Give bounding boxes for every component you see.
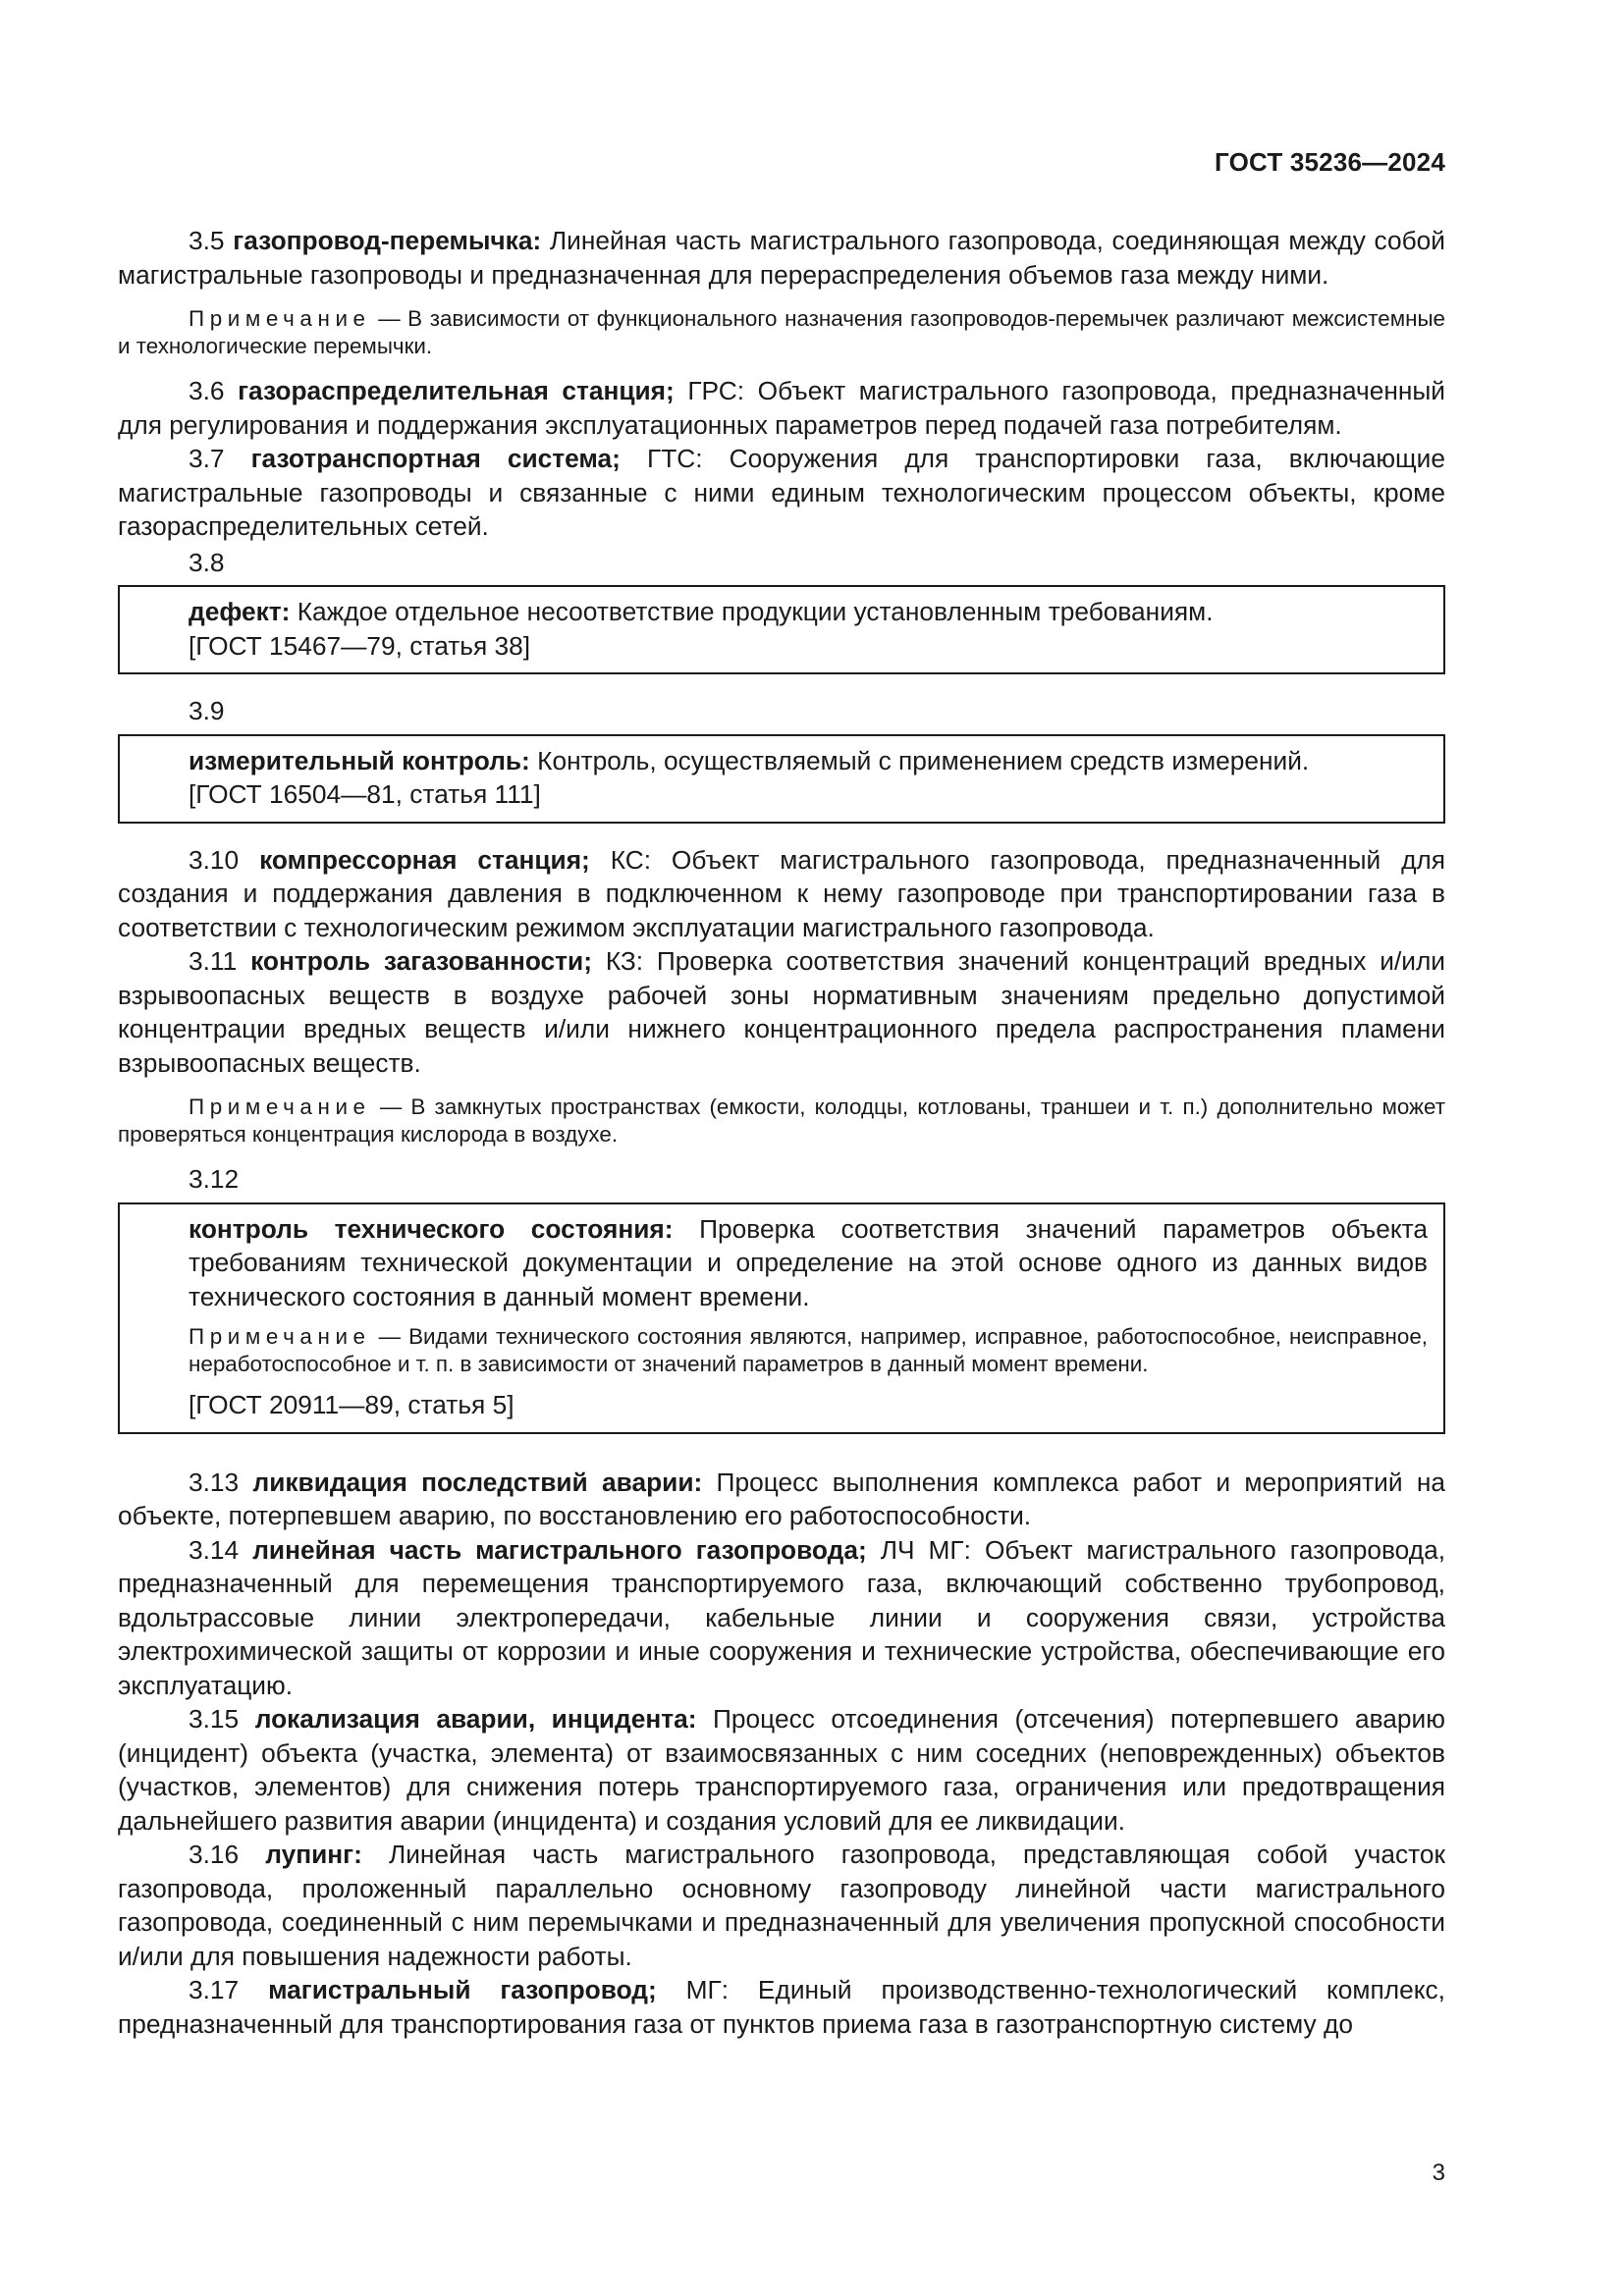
note-label: Примечание xyxy=(189,306,371,331)
definition-text: МГ: Единый производственно-технологический комплекс, предназначенный для транспортирования газа от пунктов приема газа в газотранспортную систему до xyxy=(118,1975,1445,2039)
definition-3-8 xyxy=(189,595,1428,629)
document-body xyxy=(118,224,1445,2041)
clause-number: 3.11 xyxy=(189,946,238,976)
source-reference: [ГОСТ 15467—79, статья 38] xyxy=(189,630,531,661)
note-text: — В зависимости от функционального назначения газопроводов-перемычек различают межсистемные и технологические перемычки. xyxy=(118,306,1445,358)
definition-3-13 xyxy=(118,1466,1445,1533)
definition-3-14 xyxy=(118,1533,1445,1703)
definition-text: Линейная часть магистрального газопровода, соединяющая между собой магистральные газопроводы и предназначенная для перераспределения объемов газа между ними. xyxy=(118,226,1445,290)
definition-text: Линейная часть магистрального газопровода, представляющая собой участок газопровода, проложенный параллельно основному газопроводу линейной части магистрального газопровода, соединенный с ним перемычками и предназначенный для увеличения пропускной способности и/или для повышения надежности работы. xyxy=(118,1840,1445,1971)
term: газотранспортная система; xyxy=(250,444,621,473)
definition-text: ЛЧ МГ: Объект магистрального газопровода, предназначенный для перемещения транспортируемого газа, включающий собственно трубопровод, вдольтрассовые линии электропередачи, кабельные линии и сооружения связи, устройства электрохимической защиты от коррозии и иные сооружения и технические устройства, обеспечивающие его эксплуатацию. xyxy=(118,1534,1446,1700)
definition-text: ГРС: Объект магистрального газопровода, предназначенный для регулирования и поддержания эксплуатационных параметров перед подачей газа потребителям. xyxy=(118,376,1445,440)
definition-3-17 xyxy=(118,1973,1445,2041)
term: ликвидация последствий аварии: xyxy=(252,1467,703,1497)
definition-text: Проверка соответствия значений параметров объекта требованиям технической документации и определение на этой основе одного из данных видов технического состояния в данный момент времени. xyxy=(189,1213,1428,1311)
note-text: — Видами технического состояния являются, например, исправное, работоспособное, неисправное, неработоспособное и т. п. в зависимости от значений параметров в данный момент времени. xyxy=(189,1324,1428,1376)
clause-number: 3.17 xyxy=(189,1975,240,2004)
page-number: 3 xyxy=(1432,2160,1445,2186)
term: измерительный контроль: xyxy=(189,745,530,775)
definition-3-6 xyxy=(118,374,1445,442)
definition-text: Процесс отсоединения (отсечения) потерпевшего аварию (инцидент) объекта (участка, элемента) от взаимосвязанных с ним соседних (неповрежденных) объектов (участков, элементов) для снижения потерь транспортируемого газа, ограничения или предотвращения дальнейшего развития аварии (инцидента) и создания условий для ее ликвидации. xyxy=(118,1704,1445,1836)
term: локализация аварии, инцидента: xyxy=(254,1704,697,1734)
definition-text: Каждое отдельное несоответствие продукции установленным требованиям. xyxy=(290,597,1214,626)
definition-text: КС: Объект магистрального газопровода, предназначенный для создания и поддержания давления в подключенном к нему газопроводе при транспортировании газа в соответствии с технологическим режимом эксплуатации магистрального газопровода. xyxy=(118,844,1445,942)
source-reference: [ГОСТ 16504—81, статья 111] xyxy=(189,779,541,809)
clause-number: 3.13 xyxy=(189,1467,240,1497)
clause-number: 3.14 xyxy=(189,1534,240,1565)
source-reference: [ГОСТ 20911—89, статья 5] xyxy=(189,1390,514,1419)
boxed-definition-3-12 xyxy=(118,1202,1445,1434)
definition-text: ГТС: Сооружения для транспортировки газа, включающие магистральные газопроводы и связанные с ними единым технологическим процессом объекты, кроме газораспределительных сетей. xyxy=(118,444,1446,541)
definition-3-12 xyxy=(189,1212,1428,1314)
term: контроль технического состояния: xyxy=(189,1213,674,1244)
clause-number-3-12: 3.12 xyxy=(189,1164,240,1194)
clause-number: 3.7 xyxy=(189,444,225,473)
term: линейная часть магистрального газопровода; xyxy=(252,1534,867,1565)
definition-3-5 xyxy=(118,224,1445,292)
definition-3-15 xyxy=(118,1702,1445,1838)
definition-3-16 xyxy=(118,1838,1445,1973)
clause-number: 3.10 xyxy=(189,844,240,875)
clause-number-3-9: 3.9 xyxy=(189,696,225,725)
note-label: Примечание xyxy=(189,1324,371,1349)
note-3-5 xyxy=(118,305,1445,360)
clause-number: 3.15 xyxy=(189,1704,240,1734)
boxed-definition-3-8 xyxy=(118,585,1445,674)
definition-3-9 xyxy=(189,744,1428,778)
term: газопровод-перемычка: xyxy=(233,226,542,255)
note-3-12 xyxy=(189,1323,1428,1378)
term: магистральный газопровод; xyxy=(268,1975,657,2004)
clause-number: 3.16 xyxy=(189,1840,240,1869)
definition-text: Процесс выполнения комплекса работ и мероприятий на объекте, потерпевшем аварию, по восстановлению его работоспособности. xyxy=(118,1467,1445,1530)
term: лупинг: xyxy=(265,1840,362,1869)
term: контроль загазованности; xyxy=(250,946,592,976)
clause-number-3-8: 3.8 xyxy=(189,547,225,577)
clause-number: 3.6 xyxy=(189,376,225,405)
note-text: — В замкнутых пространствах (емкости, колодцы, котлованы, траншеи и т. п.) дополнительно может проверяться концентрация кислорода в воздухе. xyxy=(118,1095,1445,1147)
boxed-definition-3-9 xyxy=(118,734,1445,824)
clause-number: 3.5 xyxy=(189,226,225,255)
term: компрессорная станция; xyxy=(259,844,590,875)
definition-3-11 xyxy=(118,944,1445,1080)
definition-text: Контроль, осуществляемый с применением средств измерений. xyxy=(529,745,1310,775)
note-label: Примечание xyxy=(189,1095,371,1119)
definition-text: КЗ: Проверка соответствия значений концентраций вредных и/или взрывоопасных веществ в воздухе рабочей зоны нормативным значениям предельно допустимой концентрации вредных веществ и/или нижнего концентрационного предела распространения пламени взрывоопасных веществ. xyxy=(118,946,1445,1078)
note-3-11 xyxy=(118,1094,1445,1148)
document-header: ГОСТ 35236—2024 xyxy=(1215,147,1445,177)
definition-3-7 xyxy=(118,442,1445,544)
definition-3-10 xyxy=(118,843,1445,945)
term: дефект: xyxy=(189,597,291,626)
term: газораспределительная станция; xyxy=(238,376,675,405)
